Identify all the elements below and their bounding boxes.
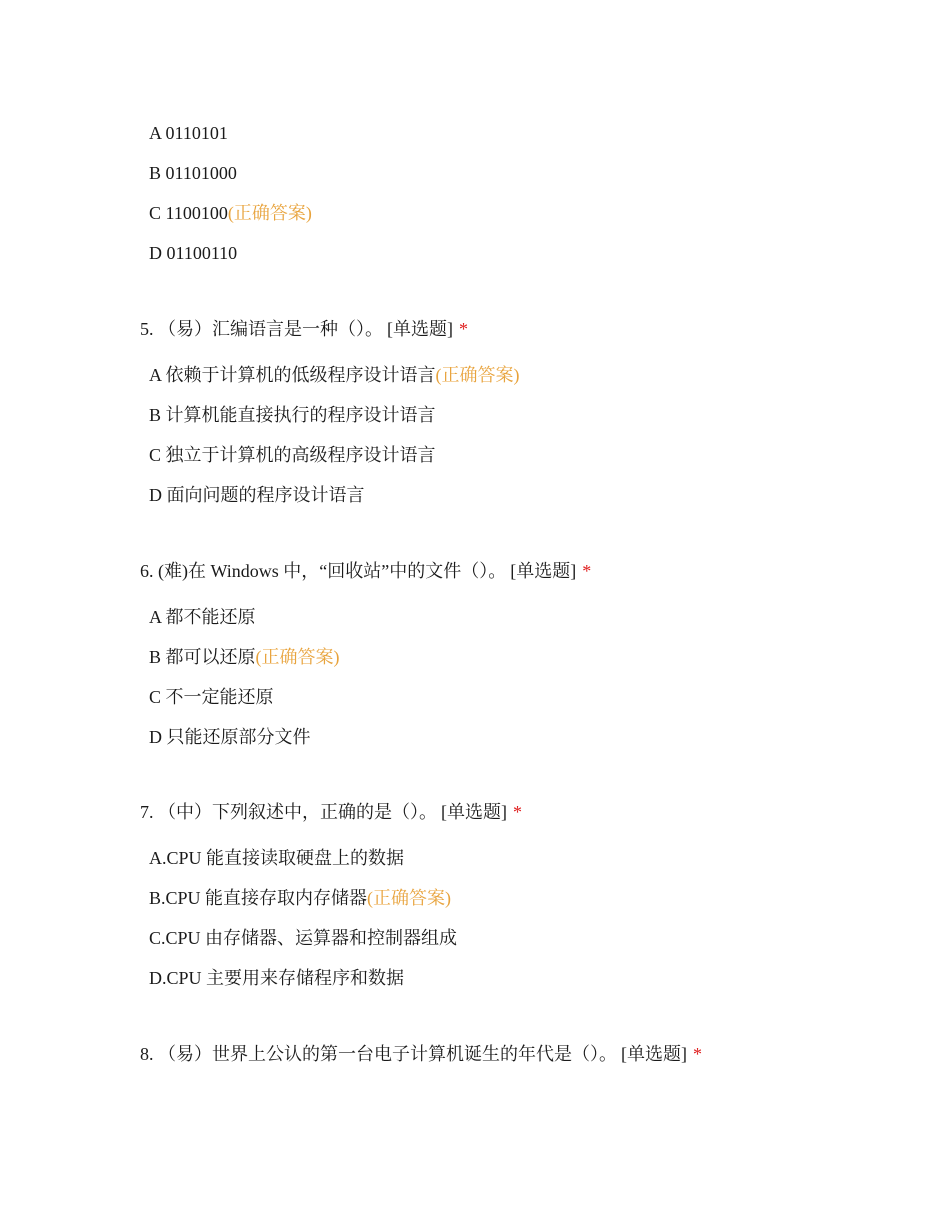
required-star: *	[513, 802, 522, 822]
q6-option-b: B 都可以还原(正确答案)	[149, 647, 340, 667]
q5-title: 5. （易）汇编语言是一种（）。 [单选题] *	[140, 319, 468, 339]
q7-option-d: D.CPU 主要用来存储程序和数据	[149, 968, 405, 988]
q6-option-a: A 都不能还原	[149, 607, 256, 627]
correct-answer-mark: (正确答案)	[435, 365, 520, 385]
q4-option-a: A 0110101	[149, 123, 228, 143]
q4-option-d: D 01100110	[149, 243, 238, 263]
q5-type-label: [单选题]	[387, 319, 453, 339]
required-star: *	[693, 1044, 702, 1064]
q4-option-b: B 01101000	[149, 163, 237, 183]
q7-title: 7. （中）下列叙述中，正确的是（）。 [单选题] *	[140, 802, 522, 822]
required-star: *	[459, 319, 468, 339]
correct-answer-mark: (正确答案)	[255, 647, 340, 667]
q7-type-label: [单选题]	[441, 802, 507, 822]
q5-option-a: A 依赖于计算机的低级程序设计语言(正确答案)	[149, 365, 520, 385]
q5-option-b: B 计算机能直接执行的程序设计语言	[149, 405, 436, 425]
q5-option-d: D 面向问题的程序设计语言	[149, 485, 365, 505]
required-star: *	[582, 561, 592, 581]
q8-title: 8. （易）世界上公认的第一台电子计算机诞生的年代是（）。 [单选题] *	[140, 1044, 702, 1064]
q6-type-label: [单选题]	[510, 561, 577, 581]
q5-option-c: C 独立于计算机的高级程序设计语言	[149, 445, 436, 465]
q7-option-c: C.CPU 由存储器、运算器和控制器组成	[149, 928, 458, 948]
q4-option-c: C 1100100(正确答案)	[149, 203, 312, 223]
correct-answer-mark: (正确答案)	[227, 203, 312, 223]
q8-type-label: [单选题]	[621, 1044, 687, 1064]
q6-option-d: D 只能还原部分文件	[149, 727, 311, 747]
q7-option-a: A.CPU 能直接读取硬盘上的数据	[149, 848, 405, 868]
q6-title: 6. (难)在 Windows 中，“回收站”中的文件（）。 [单选题] *	[140, 561, 592, 581]
q6-option-c: C 不一定能还原	[149, 687, 274, 707]
q7-option-b: B.CPU 能直接存取内存储器(正确答案)	[149, 888, 452, 908]
correct-answer-mark: (正确答案)	[367, 888, 452, 908]
